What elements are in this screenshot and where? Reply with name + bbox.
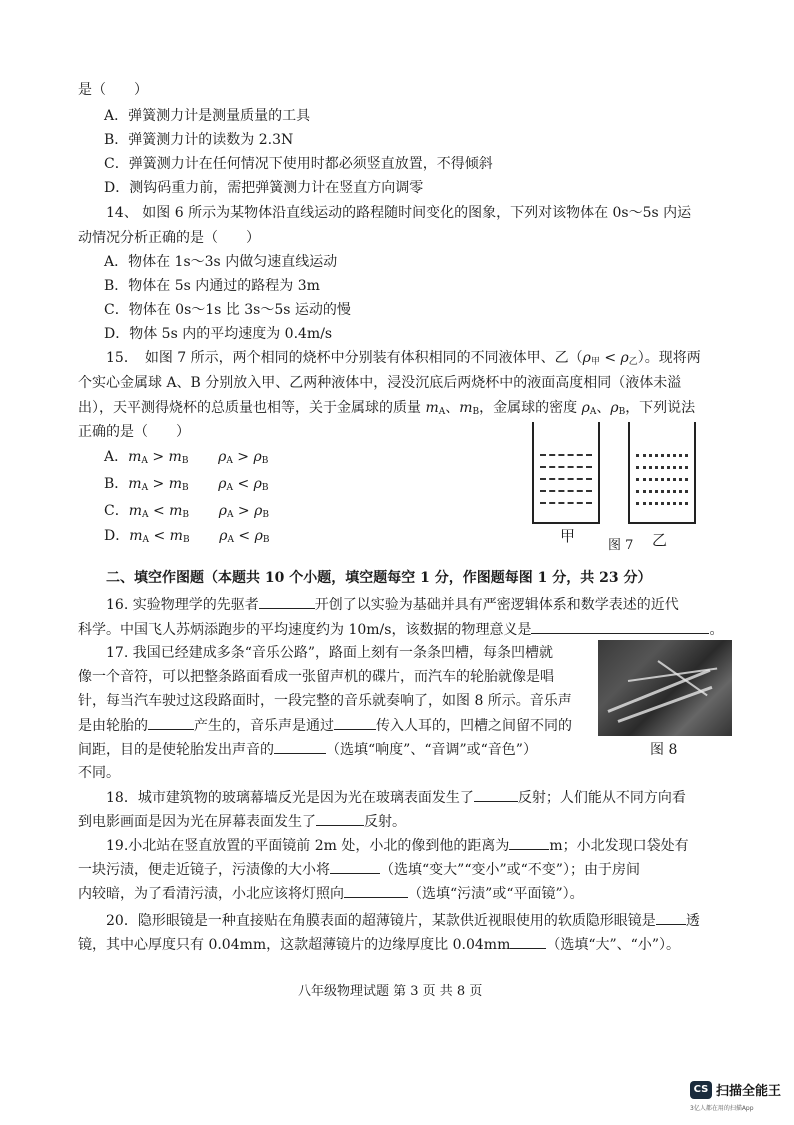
blank[interactable] [334, 715, 376, 730]
operator: < [233, 528, 255, 544]
figure-7 [530, 422, 700, 562]
mass-comparison [128, 447, 218, 471]
blank[interactable] [344, 883, 408, 898]
q20-line1: 20．隐形眼镜是一种直接贴在角膜表面的超薄镜片，某款供近视眼使用的软质隐形眼镜是 透 [106, 910, 700, 931]
scanner-name: 扫描全能王 [716, 1084, 782, 1099]
scanner-watermark [690, 1080, 781, 1099]
q15-option [104, 501, 269, 525]
density-symbol: ρ [253, 476, 262, 492]
subscript: B [182, 510, 190, 520]
liquid-line [540, 466, 592, 468]
q19-line1: 19.小北站在竖直放置的平面镜前 2m 处，小北的像到他的距离为 m；小北发现口袋处有 [106, 835, 689, 856]
blank[interactable] [474, 787, 518, 802]
q17-line2: 像一个音符，可以把整条路面看成一张留声机的碟片，而汽车的轮胎就像是唱 [78, 669, 554, 685]
blank[interactable] [509, 835, 549, 850]
section-2-heading: 二、填空作图题（本题共 10 个小题，填空题每空 1 分，作图题每图 1 分，共 23 分） [106, 570, 652, 586]
liquid-line [540, 502, 592, 504]
subscript: B [262, 510, 269, 520]
figure-8-photo [598, 640, 732, 736]
operator: < [148, 503, 170, 519]
subscript: B [262, 535, 270, 545]
blank[interactable] [274, 739, 326, 754]
density-comparison [219, 528, 269, 544]
operator: < [233, 476, 254, 492]
blank[interactable] [148, 715, 194, 730]
option-letter: D． [104, 528, 130, 544]
liquid-line [636, 466, 688, 469]
q15-line1: 15． 如图 7 所示，两个相同的烧杯中分别装有体积相同的不同液体甲、乙$(\rho_甲 < \rho_乙)$。现将两 [106, 350, 701, 367]
mass-symbol: m [128, 476, 142, 492]
q15-line2: 个实心金属球 A、B 分别放入甲、乙两种液体中，浸没沉底后两烧杯中的液面高度相同（液体未溢 [78, 375, 682, 391]
operator: > [147, 449, 169, 465]
density-symbol: ρ [254, 528, 263, 544]
q14-option-a: A．物体在 1s～3s 内做匀速直线运动 [104, 254, 338, 270]
blank[interactable] [531, 619, 709, 634]
blank[interactable] [330, 859, 380, 874]
liquid-line [540, 478, 592, 480]
beaker-label-jia: 甲 [560, 527, 576, 545]
subscript: B [182, 483, 189, 493]
q13-stem-end: 是（ ） [78, 82, 148, 98]
blank[interactable] [316, 811, 364, 826]
operator: > [233, 503, 255, 519]
mass-comparison [129, 501, 219, 525]
q18-line2: 到电影画面是因为光在屏幕表面发生了 反射。 [78, 811, 406, 832]
subscript: A [141, 483, 149, 493]
mass-symbol: m [128, 449, 142, 465]
q14-option-b: B．物体在 5s 内通过的路程为 3m [104, 278, 320, 294]
option-letter: B． [104, 476, 129, 492]
subscript: A [142, 535, 150, 545]
q13-option-a: A．弹簧测力计是测量质量的工具 [104, 108, 311, 124]
subscript: A [142, 510, 149, 520]
operator: < [149, 528, 170, 544]
q19-line2: 一块污渍，便走近镜子，污渍像的大小将 （选填“变大”“变小”或“不变”）；由于房间 [78, 859, 640, 880]
q15-line4: 正确的是（ ） [78, 424, 190, 440]
liquid-line [636, 502, 688, 505]
page-footer: 八年级物理试题 第 3 页 共 8 页 [298, 984, 483, 999]
q14-option-c: C．物体在 0s～1s 比 3s～5s 运动的慢 [104, 302, 351, 318]
road-marking [657, 660, 707, 696]
subscript: A [227, 535, 234, 545]
mass-symbol: m [129, 528, 143, 544]
subscript: A [226, 510, 234, 520]
beaker-label-yi: 乙 [652, 531, 668, 549]
liquid-line [636, 490, 688, 493]
figure-8-label: 图 8 [650, 742, 678, 758]
subscript: B [261, 483, 269, 493]
subscript: B [182, 535, 190, 545]
scanner-tagline: 3亿人都在用的扫描App [690, 1105, 754, 1112]
blank[interactable] [510, 934, 546, 949]
operator: > [232, 449, 254, 465]
density-symbol: ρ [218, 449, 227, 465]
option-letter: C． [104, 503, 129, 519]
mass-symbol: m [168, 476, 182, 492]
mass-symbol: m [169, 528, 183, 544]
q17-line1: 17. 我国已经建成多条“音乐公路”，路面上刻有一条条凹槽，每条凹槽就 [106, 645, 554, 661]
q16-line1: 16. 实验物理学的先驱者 开创了以实验为基础并具有严密逻辑体系和数学表述的近代 [106, 594, 679, 615]
subscript: A [141, 456, 148, 466]
mass-comparison [129, 526, 219, 550]
q13-option-d: D．测钩码重力前，需把弹簧测力计在竖直方向调零 [104, 180, 424, 196]
q18-line1: 18．城市建筑物的玻璃幕墙反光是因为光在玻璃表面发生了 反射；人们能从不同方向看 [106, 787, 686, 808]
density-comparison [218, 476, 268, 492]
q13-option-b: B．弹簧测力计的读数为 2.3N [104, 132, 294, 148]
subscript: B [181, 456, 189, 466]
q15-line3: 出），天平测得烧杯的总质量也相等，关于金属球的质量 $m_A$、$m_B$，金属球的密度 $\rho_A$、$\rho_B$，下列说法 [78, 400, 696, 417]
option-letter: A． [104, 449, 129, 465]
mass-symbol: m [128, 503, 142, 519]
q17-line4: 是由轮胎的 产生的，音乐声是通过 传入人耳的，凹槽之间留不同的 [78, 715, 572, 736]
beaker-jia [532, 422, 600, 524]
q13-option-c: C．弹簧测力计在任何情况下使用时都必须竖直放置，不得倾斜 [104, 156, 493, 172]
mass-comparison [128, 474, 218, 498]
density-symbol: ρ [218, 503, 227, 519]
blank[interactable] [656, 910, 686, 925]
liquid-line [540, 454, 592, 456]
mass-symbol: m [168, 449, 182, 465]
subscript: A [226, 483, 234, 493]
operator: > [148, 476, 169, 492]
liquid-line [540, 490, 592, 492]
q14-option-d: D．物体 5s 内的平均速度为 0.4m/s [104, 326, 333, 342]
q14-line2: 动情况分析正确的是（ ） [78, 230, 260, 246]
q19-line3: 内较暗，为了看清污渍，小北应该将灯照向 （选填“污渍”或“平面镜”）。 [78, 883, 584, 904]
q15-option [104, 474, 269, 498]
q15-option [104, 526, 269, 550]
liquid-line [636, 478, 688, 481]
road-marking [617, 686, 712, 723]
density-symbol: ρ [254, 503, 263, 519]
beaker-yi [628, 422, 696, 524]
density-symbol: ρ [253, 449, 262, 465]
q14-line1: 14、 如图 6 所示为某物体沿直线运动的路程随时间变化的图象，下列对该物体在 0s～5s 内运 [106, 205, 692, 221]
density-comparison [219, 503, 269, 519]
mass-symbol: m [169, 503, 183, 519]
subscript: B [261, 456, 269, 466]
q17-line5: 间距，目的是使轮胎发出声音的 （选填“响度”、“音调”或“音色”） [78, 739, 537, 760]
q20-line2: 镜，其中心厚度只有 0.04mm，这款超薄镜片的边缘厚度比 0.04mm （选填“大”、“小”）。 [78, 934, 680, 955]
liquid-line [636, 454, 688, 457]
blank[interactable] [259, 594, 315, 609]
density-comparison [218, 449, 268, 465]
subscript: A [226, 456, 233, 466]
q15-option [104, 447, 268, 471]
cs-logo-icon: CS [690, 1081, 712, 1099]
density-symbol: ρ [218, 476, 227, 492]
density-symbol: ρ [219, 528, 228, 544]
q17-line6: 不同。 [78, 765, 120, 781]
q17-line3: 针，每当汽车驶过这段路面时，一段完整的音乐就奏响了，如图 8 所示。音乐声 [78, 693, 572, 709]
figure-7-label: 图 7 [608, 538, 634, 553]
q16-line2: 科学。中国飞人苏炳添跑步的平均速度约为 10m/s，该数据的物理意义是 。 [78, 619, 723, 640]
